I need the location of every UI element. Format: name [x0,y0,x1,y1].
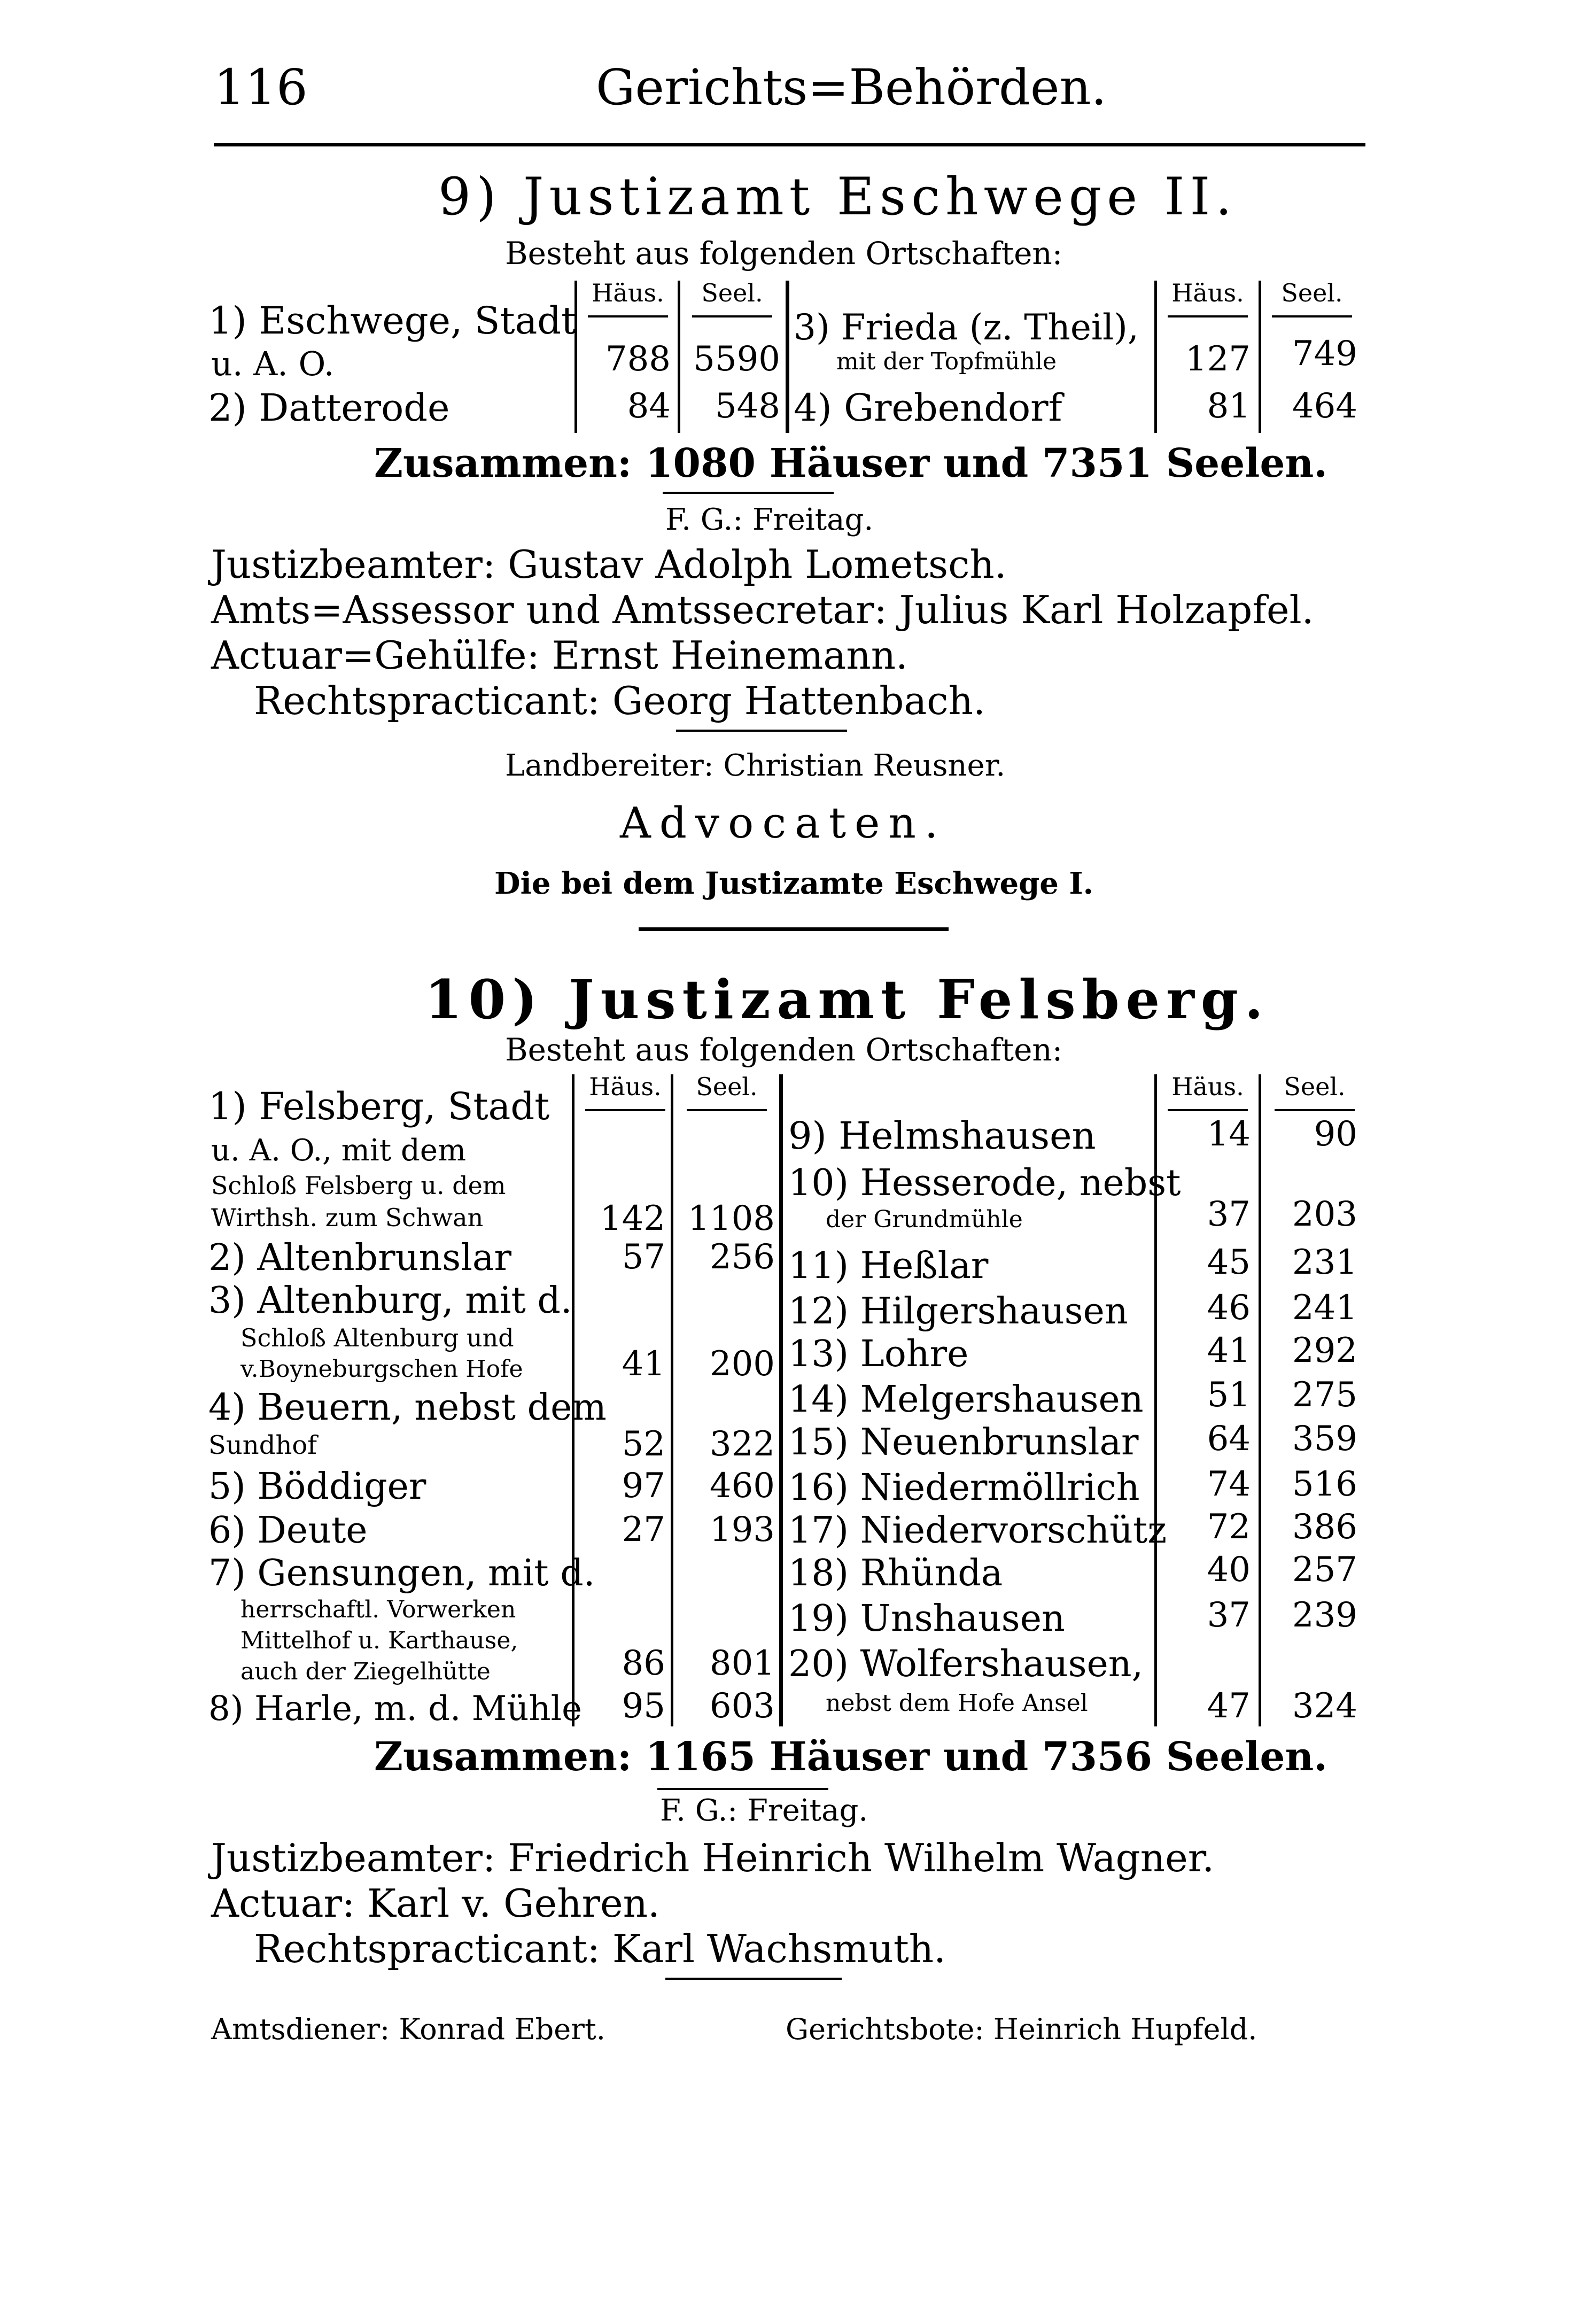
s10-r17-line1: 17) Niedervorschütz [788,1509,1167,1552]
s10-r14-line1: 14) Melgershausen [788,1378,1144,1421]
s9-row3-haeuser: 127 [1185,339,1251,379]
s9-fg-rule [663,492,834,494]
s10-r8-haeuser: 95 [622,1686,665,1726]
s10-header-rule-1 [585,1109,665,1111]
s10-r9-line1: 9) Helmshausen [788,1114,1096,1158]
section-divider [639,927,949,931]
s9-row1-sub: u. A. O. [211,344,335,383]
s9-col-haeuser-right: Häus. [1171,278,1244,307]
section10-subtitle: Besteht aus folgenden Ortschaften: [505,1032,1063,1068]
s10-r20-line2: nebst dem Hofe Ansel [826,1690,1088,1717]
s10-official-1: Justizbeamter: Friedrich Heinrich Wilhelm Wagner. [211,1835,1215,1880]
s10-r7-seelen: 801 [709,1644,775,1683]
s10-r10-line1: 10) Hesserode, nebst [788,1162,1181,1204]
s10-r18-seelen: 257 [1292,1550,1357,1590]
s9-vline-2 [678,281,680,433]
s9-row1-seelen: 5590 [693,339,780,379]
s9-landbereiter: Landbereiter: Christian Reusner. [505,748,1006,783]
s10-vline-3 [779,1074,783,1726]
s10-r1-line1: 1) Felsberg, Stadt [208,1084,550,1128]
s10-r13-line1: 13) Lohre [788,1333,969,1375]
s10-r1-haeuser: 142 [600,1199,665,1238]
s10-col-haeuser-right: Häus. [1171,1072,1244,1101]
s10-r14-seelen: 275 [1292,1375,1357,1415]
s9-officials-rule [676,730,847,732]
s10-r16-haeuser: 74 [1207,1465,1251,1504]
s10-r19-line1: 19) Unshausen [788,1598,1065,1640]
s10-r18-line1: 18) Rhünda [788,1552,1003,1594]
s10-r7-line3: Mittelhof u. Karthause, [240,1627,518,1654]
s10-gerichtsbote: Gerichtsbote: Heinrich Hupfeld. [786,2012,1257,2046]
s9-row4-seelen: 464 [1292,386,1357,426]
s10-r10-seelen: 203 [1292,1195,1357,1234]
s10-r4-line2: Sundhof [208,1430,317,1460]
s10-r5-haeuser: 97 [622,1466,665,1506]
s9-row4-haeuser: 81 [1207,386,1251,426]
s10-col-seelen-right: Seel. [1284,1072,1346,1101]
s10-r2-line1: 2) Altenbrunslar [208,1237,511,1279]
s10-r6-line1: 6) Deute [208,1509,368,1552]
s10-r10-haeuser: 37 [1207,1195,1251,1234]
s10-r8-seelen: 603 [709,1686,775,1726]
page-number: 116 [214,59,308,116]
s10-r3-line3: v.Boyneburgschen Hofe [240,1355,523,1383]
s10-col-haeuser-left: Häus. [589,1072,662,1101]
s9-row3-name: 3) Frieda (z. Theil), [794,307,1139,348]
s9-advocaten-text: Die bei dem Justizamte Eschwege I. [494,866,1094,901]
s10-r17-haeuser: 72 [1207,1507,1251,1547]
s9-header-rule-2 [692,315,772,317]
s10-vline-2 [671,1074,673,1726]
s9-row2-seelen: 548 [715,386,780,426]
s10-r13-seelen: 292 [1292,1331,1357,1370]
s9-header-rule-3 [1168,315,1248,317]
s9-vline-5 [1259,281,1261,433]
s9-official-1: Justizbeamter: Gustav Adolph Lometsch. [211,542,1007,587]
s10-r7-line4: auch der Ziegelhütte [240,1658,491,1685]
s10-r4-haeuser: 52 [622,1424,665,1464]
s10-r5-line1: 5) Böddiger [208,1466,426,1508]
s9-row2-haeuser: 84 [627,386,671,426]
s10-r12-line1: 12) Hilgershausen [788,1290,1128,1333]
s10-fg: F. G.: Freitag. [660,1793,868,1828]
s10-r9-haeuser: 14 [1207,1114,1251,1154]
s10-r1-seelen: 1108 [688,1199,775,1238]
s10-r7-line1: 7) Gensungen, mit d. [208,1552,595,1594]
s10-r11-haeuser: 45 [1207,1243,1251,1282]
section10-title: 10) Justizamt Felsberg. [425,968,1270,1031]
s10-r15-seelen: 359 [1292,1419,1357,1459]
s10-header-rule-4 [1275,1109,1355,1111]
section9-title: 9) Justizamt Eschwege II. [438,167,1237,227]
s9-col-seelen-left: Seel. [701,278,763,307]
s10-r17-seelen: 386 [1292,1507,1357,1547]
s10-r3-seelen: 200 [709,1344,775,1384]
s10-r11-line1: 11) Heßlar [788,1245,989,1287]
s10-header-rule-3 [1168,1109,1248,1111]
s9-official-2: Amts=Assessor und Amtssecretar: Julius Karl Holzapfel. [211,587,1314,632]
s9-official-4: Rechtspracticant: Georg Hattenbach. [254,678,985,723]
s10-r1-line3: Schloß Felsberg u. dem [211,1171,506,1200]
s10-r12-haeuser: 46 [1207,1288,1251,1328]
s9-col-haeuser-left: Häus. [592,278,664,307]
s9-vline-4 [1154,281,1157,433]
s9-col-seelen-right: Seel. [1281,278,1343,307]
header-rule [214,143,1365,146]
s9-total: Zusammen: 1080 Häuser und 7351 Seelen. [374,440,1328,486]
s10-r12-seelen: 241 [1292,1288,1357,1328]
s10-r18-haeuser: 40 [1207,1550,1251,1590]
s9-official-3: Actuar=Gehülfe: Ernst Heinemann. [211,633,908,678]
s10-r4-seelen: 322 [709,1424,775,1464]
s10-r5-seelen: 460 [709,1466,775,1506]
s9-row1-name: 1) Eschwege, Stadt [208,299,577,343]
s10-r8-line1: 8) Harle, m. d. Mühle [208,1689,582,1729]
s10-r16-line1: 16) Niedermöllrich [788,1467,1140,1509]
s10-r2-haeuser: 57 [622,1237,665,1277]
s10-r6-haeuser: 27 [622,1510,665,1550]
s10-officials-rule [665,1978,842,1980]
s9-vline-3 [786,281,789,433]
s9-row1-haeuser: 788 [605,339,671,379]
s9-row3-seelen: 749 [1292,334,1357,374]
s9-advocaten-heading: Advocaten. [620,798,947,848]
s10-r19-seelen: 239 [1292,1595,1357,1635]
s10-col-seelen-left: Seel. [696,1072,758,1101]
s9-row4-name: 4) Grebendorf [794,386,1062,430]
s10-fg-rule [657,1788,828,1790]
s10-r3-line1: 3) Altenburg, mit d. [208,1280,572,1322]
s10-r20-seelen: 324 [1292,1686,1357,1726]
s10-r15-haeuser: 64 [1207,1419,1251,1459]
s10-r9-seelen: 90 [1314,1114,1357,1154]
s10-r11-seelen: 231 [1292,1243,1357,1282]
s10-r20-line1: 20) Wolfershausen, [788,1643,1144,1685]
s10-r13-haeuser: 41 [1207,1331,1251,1370]
s9-header-rule-1 [588,315,668,317]
s10-header-rule-2 [687,1109,767,1111]
running-title: Gerichts=Behörden. [596,59,1107,116]
s9-fg: F. G.: Freitag. [665,502,874,537]
s10-r7-line2: herrschaftl. Vorwerken [240,1596,516,1623]
s10-r2-seelen: 256 [709,1237,775,1277]
s10-official-2: Actuar: Karl v. Gehren. [211,1881,660,1926]
s10-r1-line2: u. A. O., mit dem [211,1133,467,1168]
s10-r3-haeuser: 41 [622,1344,665,1384]
s9-header-rule-4 [1272,315,1352,317]
s10-official-3: Rechtspracticant: Karl Wachsmuth. [254,1926,946,1971]
s10-r3-line2: Schloß Altenburg und [240,1323,514,1352]
s10-r16-seelen: 516 [1292,1465,1357,1504]
section9-subtitle: Besteht aus folgenden Ortschaften: [505,235,1063,272]
s10-r14-haeuser: 51 [1207,1375,1251,1415]
s10-r7-haeuser: 86 [622,1644,665,1683]
s9-row3-sub: mit der Topfmühle [836,348,1057,375]
s10-vline-5 [1259,1074,1261,1726]
s10-r19-haeuser: 37 [1207,1595,1251,1635]
s10-r1-line4: Wirthsh. zum Schwan [211,1203,484,1232]
s10-r4-line1: 4) Beuern, nebst dem [208,1386,607,1429]
s10-r6-seelen: 193 [709,1510,775,1550]
s10-r20-haeuser: 47 [1207,1686,1251,1726]
s10-r10-line2: der Grundmühle [826,1206,1023,1233]
s10-total: Zusammen: 1165 Häuser und 7356 Seelen. [374,1734,1328,1780]
s10-amtsdiener: Amtsdiener: Konrad Ebert. [211,2012,605,2046]
s10-r15-line1: 15) Neuenbrunslar [788,1421,1139,1463]
s9-row2-name: 2) Datterode [208,386,450,430]
